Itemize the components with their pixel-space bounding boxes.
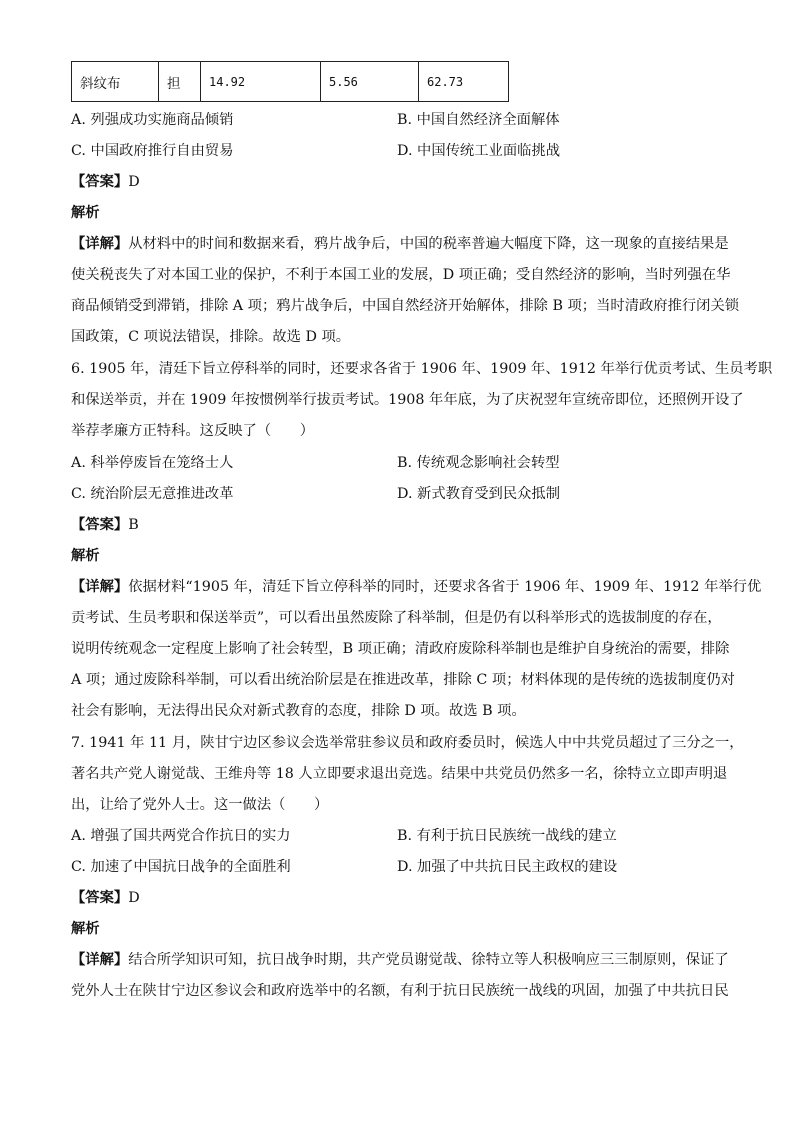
q5-analysis-heading: 解析	[71, 205, 100, 221]
q5-option-a: A. 列强成功实施商品倾销	[71, 112, 234, 128]
table-cell-unit: 担	[159, 62, 201, 102]
q7-stem-line-1: 7. 1941 年 11 月，陕甘宁边区参议会选举常驻参议员和政府委员时，候选人中中共党员超过了三分之一，	[71, 735, 744, 751]
q6-stem-line-2: 和保送举贡，并在 1909 年按惯例举行拔贡考试。1908 年年底，为了庆祝翌年宣统帝即位，还照例开设了	[71, 392, 744, 408]
q7-option-b: B. 有利于抗日民族统一战线的建立	[397, 828, 617, 844]
table-cell-value-2: 5.56	[321, 62, 419, 102]
q7-analysis-heading: 解析	[71, 921, 100, 937]
q6-answer	[71, 515, 139, 535]
q6-detail-line-1	[71, 577, 761, 597]
q5-detail-line-1	[71, 234, 729, 254]
detail-text: 依据材料“1905 年，清廷下旨立停科举的同时，还要求各省于 1906 年、1909 年、1912 年举行优	[128, 579, 762, 595]
table-cell-value-3: 62.73	[419, 62, 509, 102]
q6-analysis-heading: 解析	[71, 548, 100, 564]
q5-detail-line-2: 使关税丧失了对本国工业的保护，不利于本国工业的发展，D 项正确；受自然经济的影响，当时列强在华	[71, 267, 731, 283]
answer-value: D	[128, 890, 140, 906]
q6-option-a: A. 科举停废旨在笼络士人	[71, 455, 234, 471]
tariff-table	[71, 61, 509, 102]
q6-option-b: B. 传统观念影响社会转型	[397, 455, 560, 471]
q6-detail-line-4: A 项；通过废除科举制，可以看出统治阶层是在推进改革，排除 C 项；材料体现的是传统的选拔制度仍对	[71, 672, 735, 688]
q5-detail-line-3: 商品倾销受到滞销，排除 A 项；鸦片战争后，中国自然经济开始解体，排除 B 项；当时清政府推行闭关锁	[71, 298, 740, 314]
q6-option-c: C. 统治阶层无意推进改革	[71, 486, 234, 502]
q7-option-c: C. 加速了中国抗日战争的全面胜利	[71, 859, 291, 875]
q6-stem-line-1: 6. 1905 年，清廷下旨立停科举的同时，还要求各省于 1906 年、1909 年、1912 年举行优贡考试、生员考职	[71, 361, 773, 377]
answer-label: 【答案】	[71, 890, 129, 906]
q6-detail-line-3: 说明传统观念一定程度上影响了社会转型，B 项正确；清政府废除科举制也是维护自身统治的需要，排除	[71, 641, 730, 657]
q6-detail-line-2: 贡考试、生员考职和保送举贡”，可以看出虽然废除了科举制，但是仍有以科举形式的选拔制度的存在，	[71, 610, 722, 626]
q6-detail-line-5: 社会有影响，无法得出民众对新式教育的态度，排除 D 项。故选 B 项。	[71, 703, 526, 719]
q5-option-d: D. 中国传统工业面临挑战	[397, 143, 561, 159]
q7-option-a: A. 增强了国共两党合作抗日的实力	[71, 828, 291, 844]
answer-label: 【答案】	[71, 517, 129, 533]
q7-stem-line-2: 著名共产党人谢觉哉、王维舟等 18 人立即要求退出竞选。结果中共党员仍然多一名，徐特立立即声明退	[71, 766, 728, 782]
detail-text: 从材料中的时间和数据来看，鸦片战争后，中国的税率普遍大幅度下降，这一现象的直接结果是	[128, 236, 729, 252]
table-cell-value-1: 14.92	[201, 62, 321, 102]
answer-value: B	[128, 517, 139, 533]
table-row	[72, 62, 509, 102]
q5-option-b: B. 中国自然经济全面解体	[397, 112, 560, 128]
table-cell-item: 斜纹布	[72, 62, 159, 102]
answer-value: D	[128, 174, 140, 190]
detail-text: 结合所学知识可知，抗日战争时期，共产党员谢觉哉、徐特立等人积极响应三三制原则，保证了	[128, 952, 729, 968]
q7-option-d: D. 加强了中共抗日民主政权的建设	[397, 859, 618, 875]
q5-detail-line-4: 国政策，C 项说法错误，排除。故选 D 项。	[71, 329, 351, 345]
q6-option-d: D. 新式教育受到民众抵制	[397, 486, 561, 502]
q7-answer	[71, 888, 140, 908]
q7-detail-line-2: 党外人士在陕甘宁边区参议会和政府选举中的名额，有利于抗日民族统一战线的巩固，加强了中共抗日民	[71, 983, 729, 999]
q7-stem-line-3: 出，让给了党外人士。这一做法（ ）	[71, 797, 329, 813]
detail-label: 【详解】	[71, 236, 129, 252]
detail-label: 【详解】	[71, 952, 129, 968]
q5-answer	[71, 172, 140, 192]
q7-detail-line-1	[71, 950, 729, 970]
answer-label: 【答案】	[71, 174, 129, 190]
detail-label: 【详解】	[71, 579, 129, 595]
q6-stem-line-3: 举荐孝廉方正特科。这反映了（ ）	[71, 423, 315, 439]
q5-option-c: C. 中国政府推行自由贸易	[71, 143, 234, 159]
